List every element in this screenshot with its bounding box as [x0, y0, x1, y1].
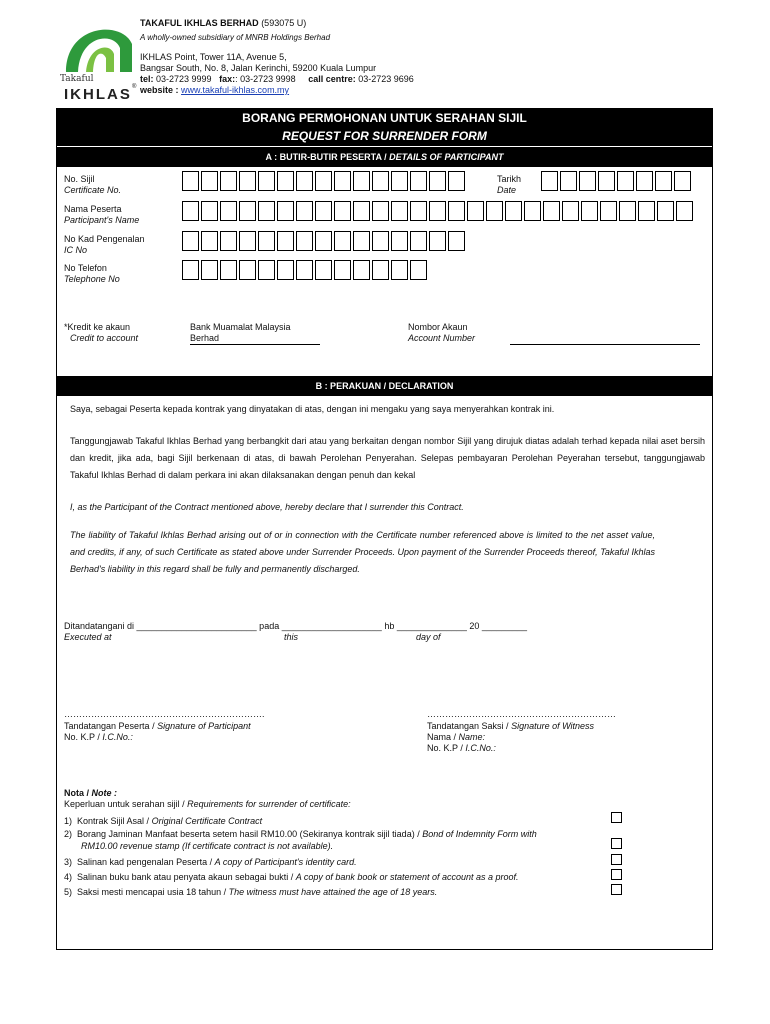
participant-name-label-malay: Nama Peserta [64, 204, 122, 214]
participant-ic-malay: No. K.P / [64, 732, 100, 742]
note-item-3: 3) Salinan kad pengenalan Peserta / A copy of Participant's identity card. [64, 857, 357, 867]
declaration-para-2: Tanggungjawab Takaful Ikhlas Berhad yang berbangkit dari atau yang berkaitan dengan nombor Sijil yang dirujuk diatas adalah terhad kepada nilai aset bersih dan kredit, jika ada, bagi Sijil berkenaan di atas, di bawah Perolehan Penyerahan. Selepas pembayaran Perolehan Peyerahan tersebut, tanggungjawab Takaful Ikhlas Berhad di dalam perkara ini akan dilaksanakan dengan penuh dan kekal [70, 436, 705, 480]
telephone-label [64, 263, 120, 285]
section-a-heading-malay: A : BUTIR-BUTIR PESERTA / [265, 152, 387, 162]
checkbox-identity-card[interactable] [611, 854, 622, 865]
company-reg-no: (593075 U) [261, 18, 307, 28]
checkbox-bank-statement[interactable] [611, 869, 622, 880]
bank-name [190, 322, 291, 344]
participant-signature-label [64, 721, 251, 732]
signed-at-line[interactable]: Ditandatangani di ________________________ pada ____________________ hb ______________ 20 _________ [64, 621, 527, 631]
website-link[interactable]: www.takaful-ikhlas.com.my [181, 85, 290, 95]
day-of-label: day of [416, 632, 441, 642]
witness-signature-label [427, 721, 594, 732]
note-item-2: 2) Borang Jaminan Manfaat beserta setem hasil RM10.00 (Sekiranya kontrak sijil tiada) / Bond of Indemnity Form with [64, 829, 537, 839]
date-label-malay: Tarikh [497, 174, 522, 184]
checkbox-original-certificate[interactable] [611, 812, 622, 823]
credit-account-label-malay: *Kredit ke akaun [64, 322, 131, 332]
website-label: website : [140, 85, 179, 95]
address-line-2: Bangsar South, No. 8, Jalan Kerinchi, 59200 Kuala Lumpur [140, 63, 377, 73]
notes-intro [64, 799, 351, 810]
executed-at-label: Executed at [64, 632, 112, 642]
form-title-english: REQUEST FOR SURRENDER FORM [282, 129, 487, 143]
ic-label-english: IC No [64, 245, 88, 255]
section-b-heading [56, 376, 713, 396]
tel-label: tel: [140, 74, 154, 84]
participant-name-boxes[interactable] [182, 201, 695, 221]
telephone-label-malay: No Telefon [64, 263, 107, 273]
logo-registered-mark: ® [132, 84, 137, 90]
credit-account-label-english: Credit to account [70, 333, 139, 343]
section-b-heading-malay: B : PERAKUAN / [315, 381, 387, 391]
bank-name-line-2: Berhad [190, 333, 220, 343]
this-label: this [284, 632, 299, 642]
call-centre-value: 03-2723 9696 [358, 74, 414, 84]
witness-name-label [427, 732, 485, 743]
section-b-heading-english: DECLARATION [388, 381, 454, 391]
notes-intro-malay: Keperluan untuk serahan sijil / [64, 799, 185, 809]
fax-value: : 03-2723 9998 [235, 74, 296, 84]
contact-line [140, 74, 414, 85]
declaration-para-4: The liability of Takaful Ikhlas Berhad arising out of or in connection with the Certificate number referenced above is limited to the net asset value, and credits, if any, of such Certificate as stated above under Surrender Proceeds. Upon payment of the Surrender Proceeds thereof, Takaful Ikhlas Berhad's liability in this regard shall be fully and permanently discharged. [70, 530, 655, 574]
witness-name-english: Name: [458, 732, 486, 742]
certificate-label-malay: No. Sijil [64, 174, 95, 184]
note-item-5: 5) Saksi mesti mencapai usia 18 tahun / The witness must have attained the age of 18 years. [64, 887, 438, 897]
checkbox-witness-age[interactable] [611, 884, 622, 895]
participant-signature-malay: Tandatangan Peserta / [64, 721, 155, 731]
notes-heading-malay: Nota / [64, 788, 90, 798]
telephone-label-english: Telephone No [64, 274, 120, 284]
witness-ic-malay: No. K.P / [427, 743, 463, 753]
date-label [497, 174, 521, 196]
company-header [140, 18, 414, 96]
witness-signature-english: Signature of Witness [511, 721, 595, 731]
form-title-bar [56, 108, 713, 146]
note-item-2-cont: RM10.00 revenue stamp (If certificate contract is not available). [81, 841, 334, 851]
certificate-number-boxes[interactable] [182, 171, 467, 191]
participant-name-label-english: Participant's Name [64, 215, 140, 225]
participant-name-label [64, 204, 139, 226]
ic-number-boxes[interactable] [182, 231, 467, 251]
section-a-heading-english: DETAILS OF PARTICIPANT [389, 152, 504, 162]
bank-underline [190, 344, 320, 345]
note-item-4: 4) Salinan buku bank atau penyata akaun sebagai bukti / A copy of bank book or statement of account as a proof. [64, 872, 519, 882]
bank-name-line-1: Bank Muamalat Malaysia [190, 322, 291, 332]
notes-intro-english: Requirements for surrender of certificate: [187, 799, 351, 809]
date-boxes[interactable] [541, 171, 693, 191]
participant-ic-label [64, 732, 133, 743]
tel-value: 03-2723 9999 [156, 74, 212, 84]
account-number-label-english: Account Number [408, 333, 476, 343]
declaration-para-3: I, as the Participant of the Contract mentioned above, hereby declare that I surrender this Contract. [70, 502, 464, 512]
participant-ic-english: I.C.No.: [102, 732, 133, 742]
company-name: TAKAFUL IKHLAS BERHAD [140, 18, 259, 28]
witness-ic-english: I.C.No.: [465, 743, 496, 753]
logo-small-text: Takaful [60, 74, 94, 84]
checkbox-bond-of-indemnity[interactable] [611, 838, 622, 849]
certificate-label-english: Certificate No. [64, 185, 122, 195]
ic-label-malay: No Kad Pengenalan [64, 234, 145, 244]
witness-signature-line[interactable]: ……………………………………………………… [427, 709, 616, 719]
credit-account-label [64, 322, 138, 344]
witness-ic-label [427, 743, 496, 754]
witness-signature-malay: Tandatangan Saksi / [427, 721, 509, 731]
form-title-malay: BORANG PERMOHONAN UNTUK SERAHAN SIJIL [242, 111, 527, 125]
logo-big-text: IKHLAS [64, 86, 132, 103]
section-a-heading [56, 147, 713, 167]
fax-label: fax: [219, 74, 236, 84]
telephone-boxes[interactable] [182, 260, 429, 280]
notes-heading-english: Note : [91, 788, 118, 798]
date-label-english: Date [497, 185, 517, 195]
note-item-1: 1) Kontrak Sijil Asal / Original Certificate Contract [64, 816, 263, 826]
witness-name-malay: Nama / [427, 732, 457, 742]
certificate-label [64, 174, 121, 196]
participant-signature-english: Signature of Participant [157, 721, 251, 731]
account-number-label-malay: Nombor Akaun [408, 322, 468, 332]
subsidiary-line: A wholly-owned subsidiary of MNRB Holdings Berhad [140, 33, 331, 42]
account-number-label [408, 322, 475, 344]
notes-heading [64, 788, 117, 799]
website-line [140, 85, 414, 96]
ic-label [64, 234, 145, 256]
call-centre-label: call centre: [308, 74, 356, 84]
declaration-para-1: Saya, sebagai Peserta kepada kontrak yang dinyatakan di atas, dengan ini mengaku yang saya menyerahkan kontrak ini. [70, 404, 555, 414]
address-line-1: IKHLAS Point, Tower 11A, Avenue 5, [140, 52, 287, 62]
company-logo [58, 14, 138, 102]
participant-signature-line[interactable]: …………………………………………………………. [64, 709, 265, 719]
account-number-field[interactable] [510, 344, 700, 345]
